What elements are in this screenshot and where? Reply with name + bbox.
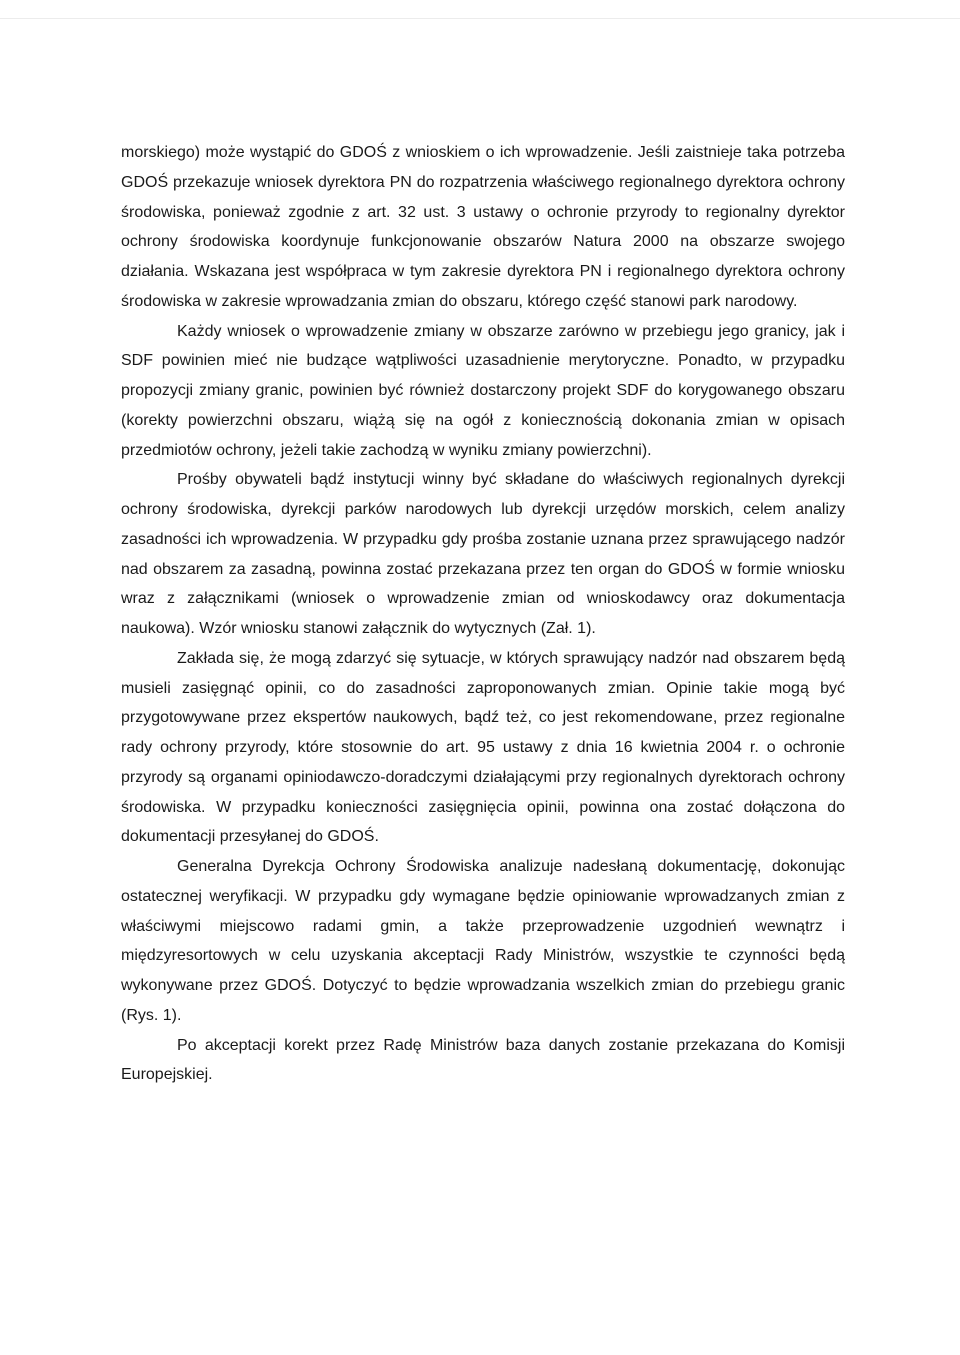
paragraph-2: Każdy wniosek o wprowadzenie zmiany w obszarze zarówno w przebiegu jego granicy, jak i SDF powinien mieć nie budzące wątpliwości uzasadnienie merytoryczne. Ponadto, w przypadku propozycji zmiany granic, powinien być również dostarczony projekt SDF do korygowanego obszaru (korekty powierzchni obszaru, wiążą się na ogół z koniecznością dokonania zmian w opisach przedmiotów ochrony, jeżeli takie zachodzą w wyniku zmiany powierzchni). (121, 322, 845, 459)
paragraph-3: Prośby obywateli bądź instytucji winny być składane do właściwych regionalnych dyrekcji ochrony środowiska, dyrekcji parków narodowych lub dyrekcji urzędów morskich, celem analizy zasadności ich wprowadzenia. W przypadku gdy prośba zostanie uznana przez sprawującego nadzór nad obszarem za zasadną, powinna zostać przekazana przez ten organ do GDOŚ w formie wniosku wraz z załącznikami (wniosek o wprowadzenie zmian od wnioskodawcy oraz dokumentacja naukowa). Wzór wniosku stanowi załącznik do wytycznych (Zał. 1). (121, 471, 845, 637)
paragraph-4: Zakłada się, że mogą zdarzyć się sytuacje, w których sprawujący nadzór nad obszarem będą musieli zasięgnąć opinii, co do zasadności zaproponowanych zmian. Opinie takie mogą być przygotowywane przez ekspertów naukowych, bądź też, co jest rekomendowane, przez regionalne rady ochrony przyrody, które stosownie do art. 95 ustawy z dnia 16 kwietnia 2004 r. o ochronie przyrody są organami opiniodawczo-doradczymi działającymi przy regionalnych dyrektorach ochrony środowiska. W przypadku konieczności zasięgnięcia opinii, powinna ona zostać dołączona do dokumentacji przesyłanej do GDOŚ. (121, 649, 845, 846)
paragraph-5: Generalna Dyrekcja Ochrony Środowiska analizuje nadesłaną dokumentację, dokonując ostatecznej weryfikacji. W przypadku gdy wymagane będzie opiniowanie wprowadzanych zmian z właściwymi miejscowo radami gmin, a także przeprowadzenie uzgodnień wewnątrz i międzyresortowych w celu uzyskania akceptacji Rady Ministrów, wszystkie te czynności będą wykonywane przez GDOŚ. Dotyczyć to będzie wprowadzania wszelkich zmian do przebiegu granic (Rys. 1). (121, 858, 845, 1024)
paragraph-1: morskiego) może wystąpić do GDOŚ z wnioskiem o ich wprowadzenie. Jeśli zaistnieje taka potrzeba GDOŚ przekazuje wniosek dyrektora PN do rozpatrzenia właściwego regionalnego dyrektora ochrony środowiska, ponieważ zgodnie z art. 32 ust. 3 ustawy o ochronie przyrody to regionalny dyrektor ochrony środowiska koordynuje funkcjonowanie obszarów Natura 2000 na obszarze swojego działania. Wskazana jest współpraca w tym zakresie dyrektora PN i regionalnego dyrektora ochrony środowiska w zakresie wprowadzania zmian do obszaru, którego część stanowi park narodowy. (121, 144, 845, 310)
paragraph-6: Po akceptacji korekt przez Radę Ministrów baza danych zostanie przekazana do Komisji Europejskiej. (121, 1036, 845, 1084)
body-text (121, 138, 845, 1090)
scan-top-edge (0, 18, 960, 19)
